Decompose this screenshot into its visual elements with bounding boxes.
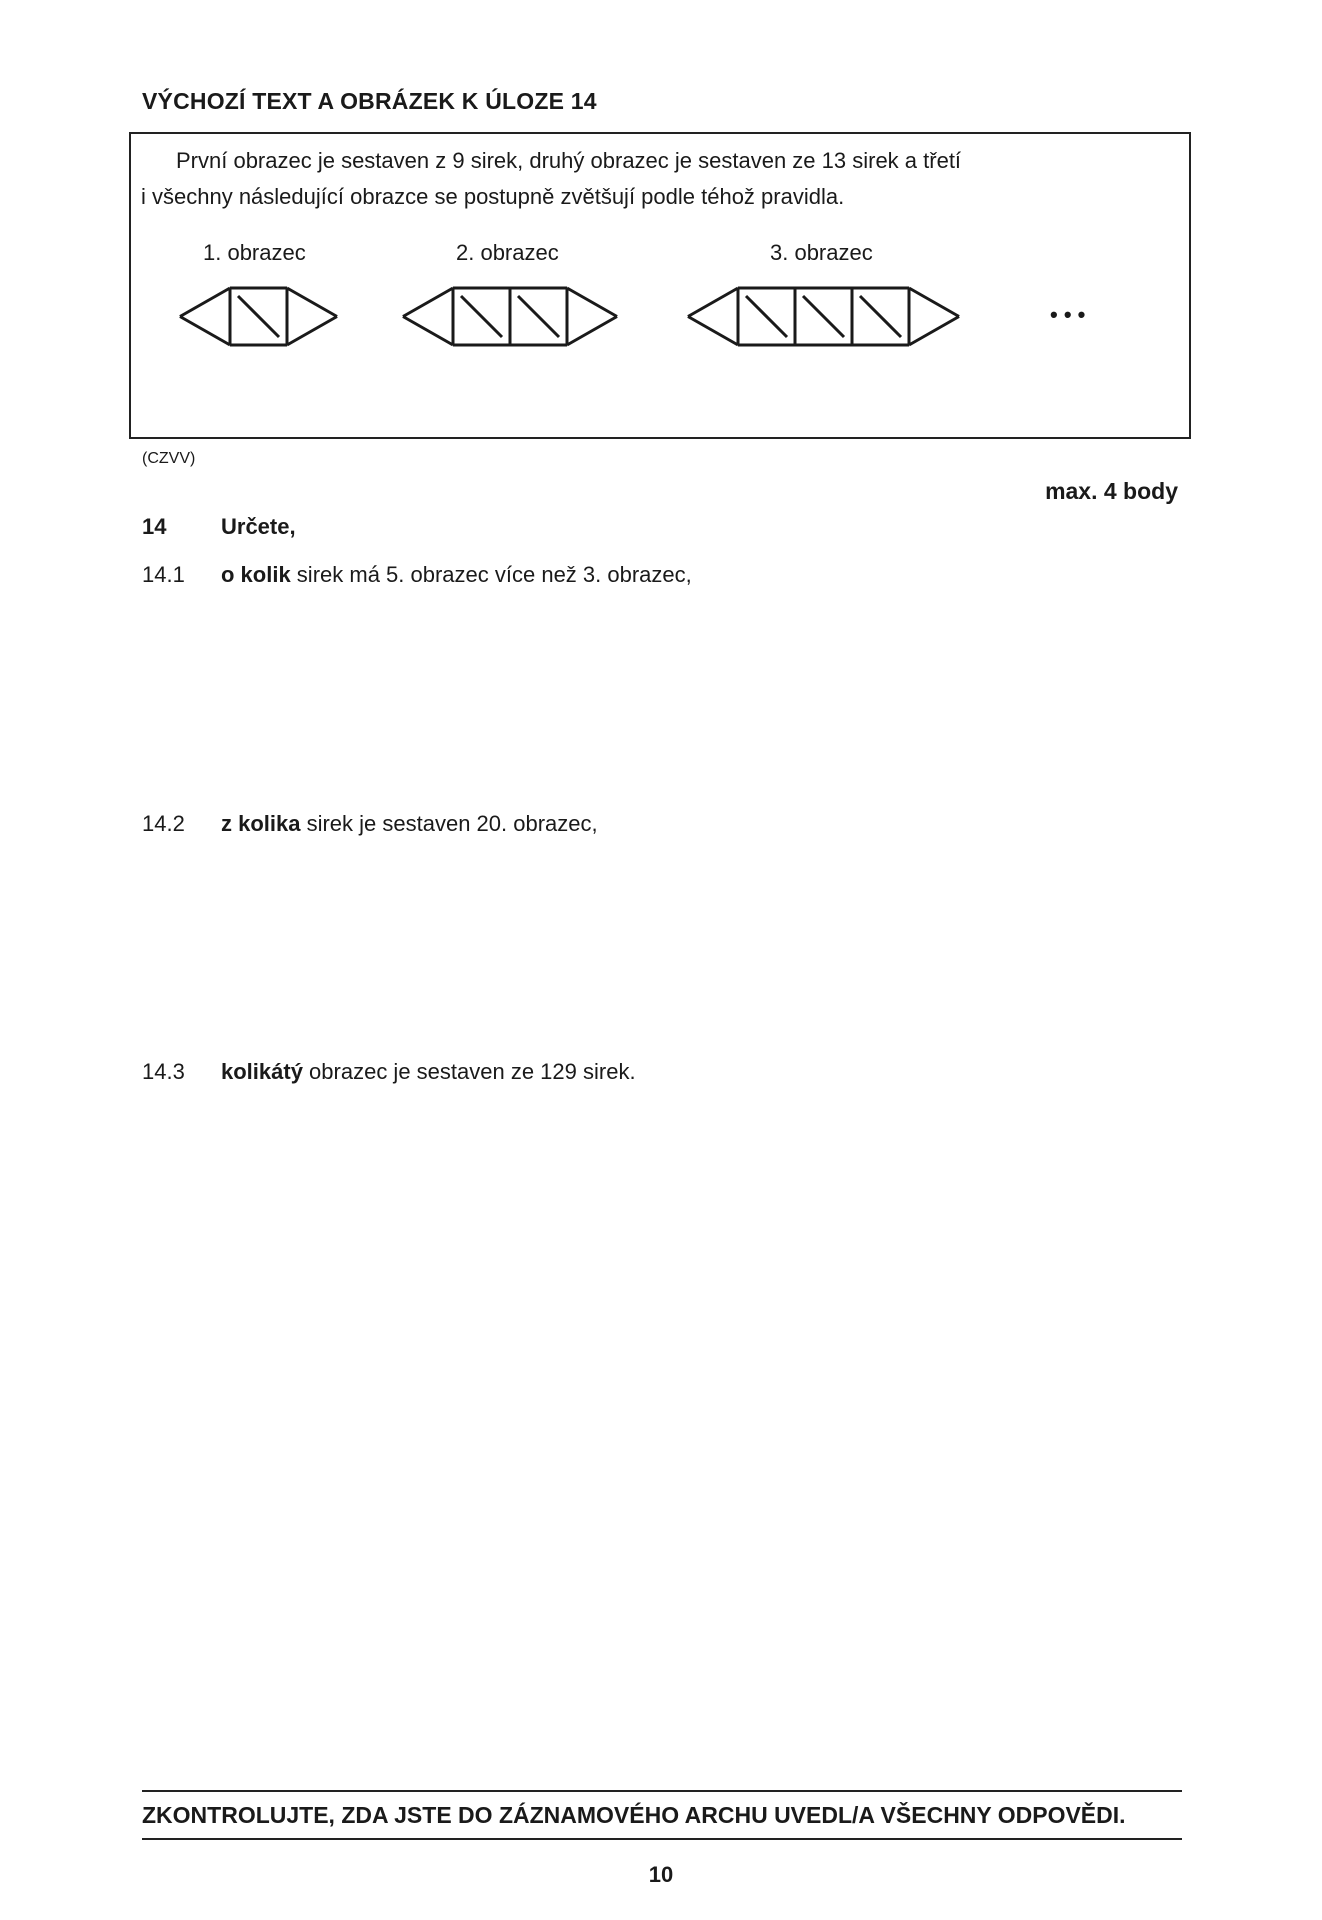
section-heading: VÝCHOZÍ TEXT A OBRÁZEK K ÚLOZE 14 — [142, 88, 597, 114]
subtask-1-number: 14.1 — [142, 562, 185, 587]
matchstick — [403, 288, 453, 317]
matchstick — [287, 288, 337, 317]
subtask-2-number: 14.2 — [142, 811, 185, 836]
matchstick — [567, 288, 617, 317]
footer-rule-bottom — [142, 1838, 1182, 1840]
matchstick — [180, 288, 230, 317]
subtask-1-rest: sirek má 5. obrazec více než 3. obrazec, — [290, 562, 692, 587]
subtask-3-keyword: kolikátý — [221, 1059, 303, 1084]
matchstick — [688, 288, 738, 317]
matchstick — [461, 296, 502, 337]
subtask-3-number: 14.3 — [142, 1059, 185, 1084]
figure-2-matchsticks — [403, 288, 617, 345]
intro-line-2: i všechny následující obrazce se postupně zvětšují podle téhož pravidla. — [141, 184, 845, 209]
figure-1-matchsticks — [180, 288, 337, 345]
matchstick — [688, 317, 738, 346]
intro-text — [141, 143, 1181, 215]
footer-reminder: ZKONTROLUJTE, ZDA JSTE DO ZÁZNAMOVÉHO ARCHU UVEDL/A VŠECHNY ODPOVĚDI. — [142, 1802, 1126, 1828]
matchstick-figures — [0, 270, 1322, 360]
matchstick — [909, 288, 959, 317]
matchstick — [238, 296, 279, 337]
footer-rule-top — [142, 1790, 1182, 1792]
subtask-2-keyword: z kolika — [221, 811, 301, 836]
matchstick — [403, 317, 453, 346]
subtask-3-rest: obrazec je sestaven ze 129 sirek. — [302, 1059, 636, 1084]
figure-3-matchsticks — [688, 288, 959, 345]
matchstick — [803, 296, 844, 337]
figure-2-label: 2. obrazec — [456, 240, 559, 265]
subtask-3-text — [221, 1059, 636, 1085]
intro-line-1: První obrazec je sestaven z 9 sirek, druhý obrazec je sestaven ze 13 sirek a třetí — [176, 148, 962, 173]
task-title: Určete, — [221, 514, 296, 539]
matchstick — [518, 296, 559, 337]
matchstick — [909, 317, 959, 346]
matchstick — [180, 317, 230, 346]
subtask-2-text — [221, 811, 598, 837]
task-number: 14 — [142, 514, 167, 539]
matchstick — [860, 296, 901, 337]
subtask-2-rest: sirek je sestaven 20. obrazec, — [300, 811, 598, 836]
max-points: max. 4 body — [1045, 478, 1178, 504]
matchstick — [746, 296, 787, 337]
page-number: 10 — [648, 1862, 674, 1887]
matchstick — [287, 317, 337, 346]
figure-1-label: 1. obrazec — [203, 240, 306, 265]
figure-3-label: 3. obrazec — [770, 240, 873, 265]
source-note: (CZVV) — [142, 450, 196, 467]
matchstick — [567, 317, 617, 346]
subtask-1-keyword: o kolik — [221, 562, 291, 587]
ellipsis: • • • — [1050, 302, 1086, 327]
subtask-1-text — [221, 562, 692, 588]
